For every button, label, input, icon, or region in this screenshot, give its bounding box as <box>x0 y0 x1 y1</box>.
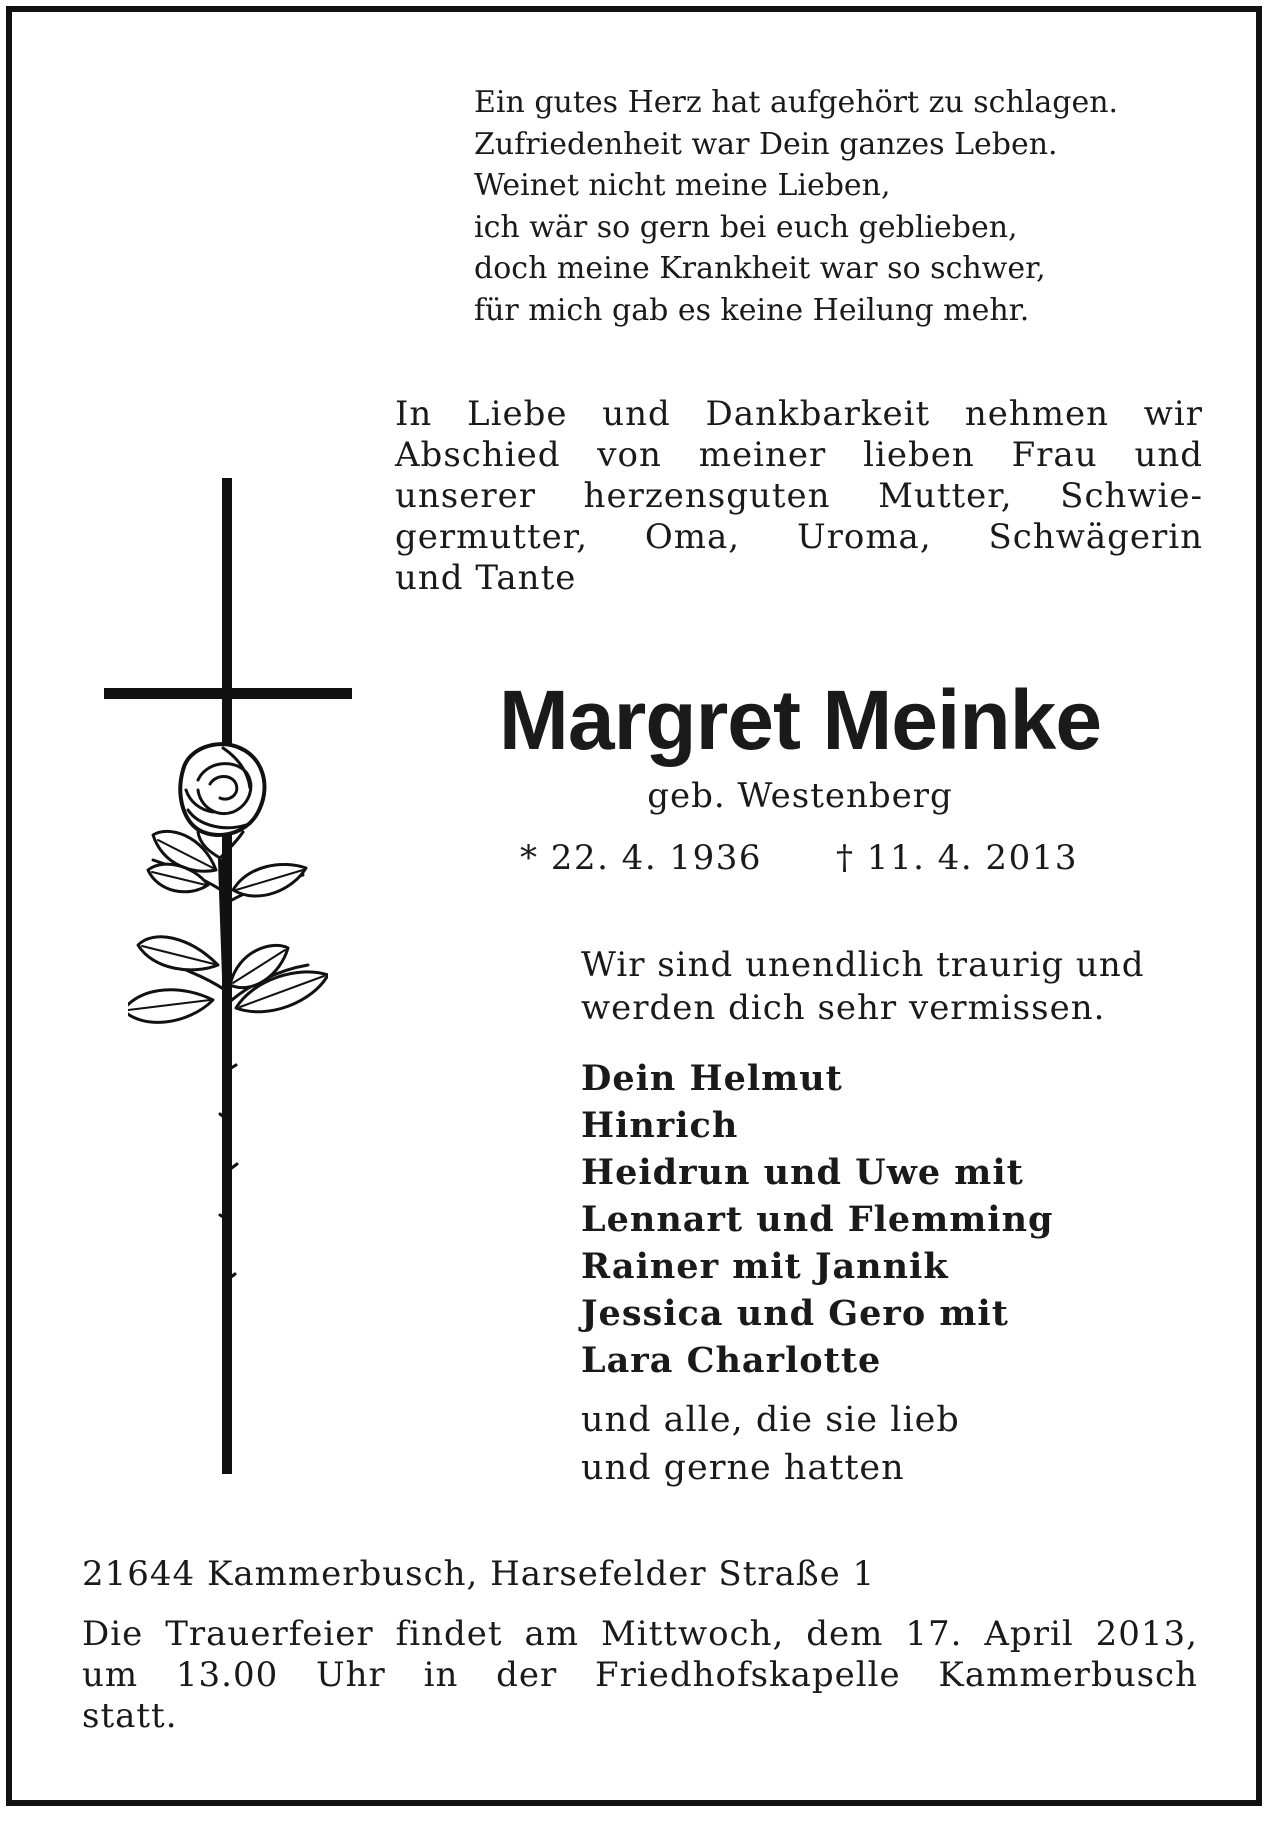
message-line: Wir sind unendlich traurig und <box>581 945 1145 985</box>
signatory: Hinrich <box>581 1105 739 1146</box>
poem-line: ich wär so gern bei euch geblieben, <box>474 209 1018 245</box>
poem-line: Weinet nicht meine Lieben, <box>474 168 891 203</box>
signatory: Dein Helmut <box>581 1058 843 1099</box>
deceased-name: Margret Meinke <box>498 673 1102 767</box>
funeral-line: um 13.00 Uhr in der Friedhofskapelle Kammerbusch <box>82 1655 1198 1695</box>
others-line: und alle, die sie lieb <box>581 1400 960 1440</box>
maiden-name: geb. Westenberg <box>647 776 953 816</box>
signatory: Lennart und Flemming <box>581 1199 1054 1240</box>
poem-line: für mich gab es keine Heilung mehr. <box>474 292 1030 328</box>
poem <box>474 82 1118 331</box>
address: 21644 Kammerbusch, Harsefelder Straße 1 <box>82 1554 876 1594</box>
intro-line: germutter, Oma, Uroma, Schwägerin <box>395 517 1203 557</box>
message-line: werden dich sehr vermissen. <box>581 988 1106 1028</box>
funeral-notice <box>82 1614 1198 1737</box>
signatory: Heidrun und Uwe mit <box>581 1152 1024 1193</box>
death-date: † 11. 4. 2013 <box>836 838 1078 878</box>
cross-beam <box>104 688 352 699</box>
others-note <box>581 1396 960 1492</box>
signatories <box>581 1055 1054 1384</box>
intro-line: In Liebe und Dankbarkeit nehmen wir <box>395 394 1203 434</box>
signatory: Lara Charlotte <box>581 1340 882 1381</box>
intro-line: Abschied von meiner lieben Frau und <box>395 435 1203 475</box>
poem-line: Zufriedenheit war Dein ganzes Leben. <box>474 126 1058 162</box>
intro-line: unserer herzensguten Mutter, Schwie- <box>395 476 1203 516</box>
mourning-message <box>581 944 1145 1030</box>
rose-icon <box>128 740 328 1440</box>
others-line: und gerne hatten <box>581 1448 905 1488</box>
birth-date: * 22. 4. 1936 <box>520 838 762 878</box>
funeral-line: statt. <box>82 1696 178 1736</box>
intro-line: und Tante <box>395 558 577 598</box>
signatory: Jessica und Gero mit <box>581 1293 1009 1334</box>
intro-paragraph <box>395 394 1203 599</box>
signatory: Rainer mit Jannik <box>581 1246 949 1287</box>
poem-line: doch meine Krankheit war so schwer, <box>474 251 1046 286</box>
poem-line: Ein gutes Herz hat aufgehört zu schlagen. <box>474 85 1119 120</box>
funeral-line: Die Trauerfeier findet am Mittwoch, dem 17. April 2013, <box>82 1614 1198 1654</box>
